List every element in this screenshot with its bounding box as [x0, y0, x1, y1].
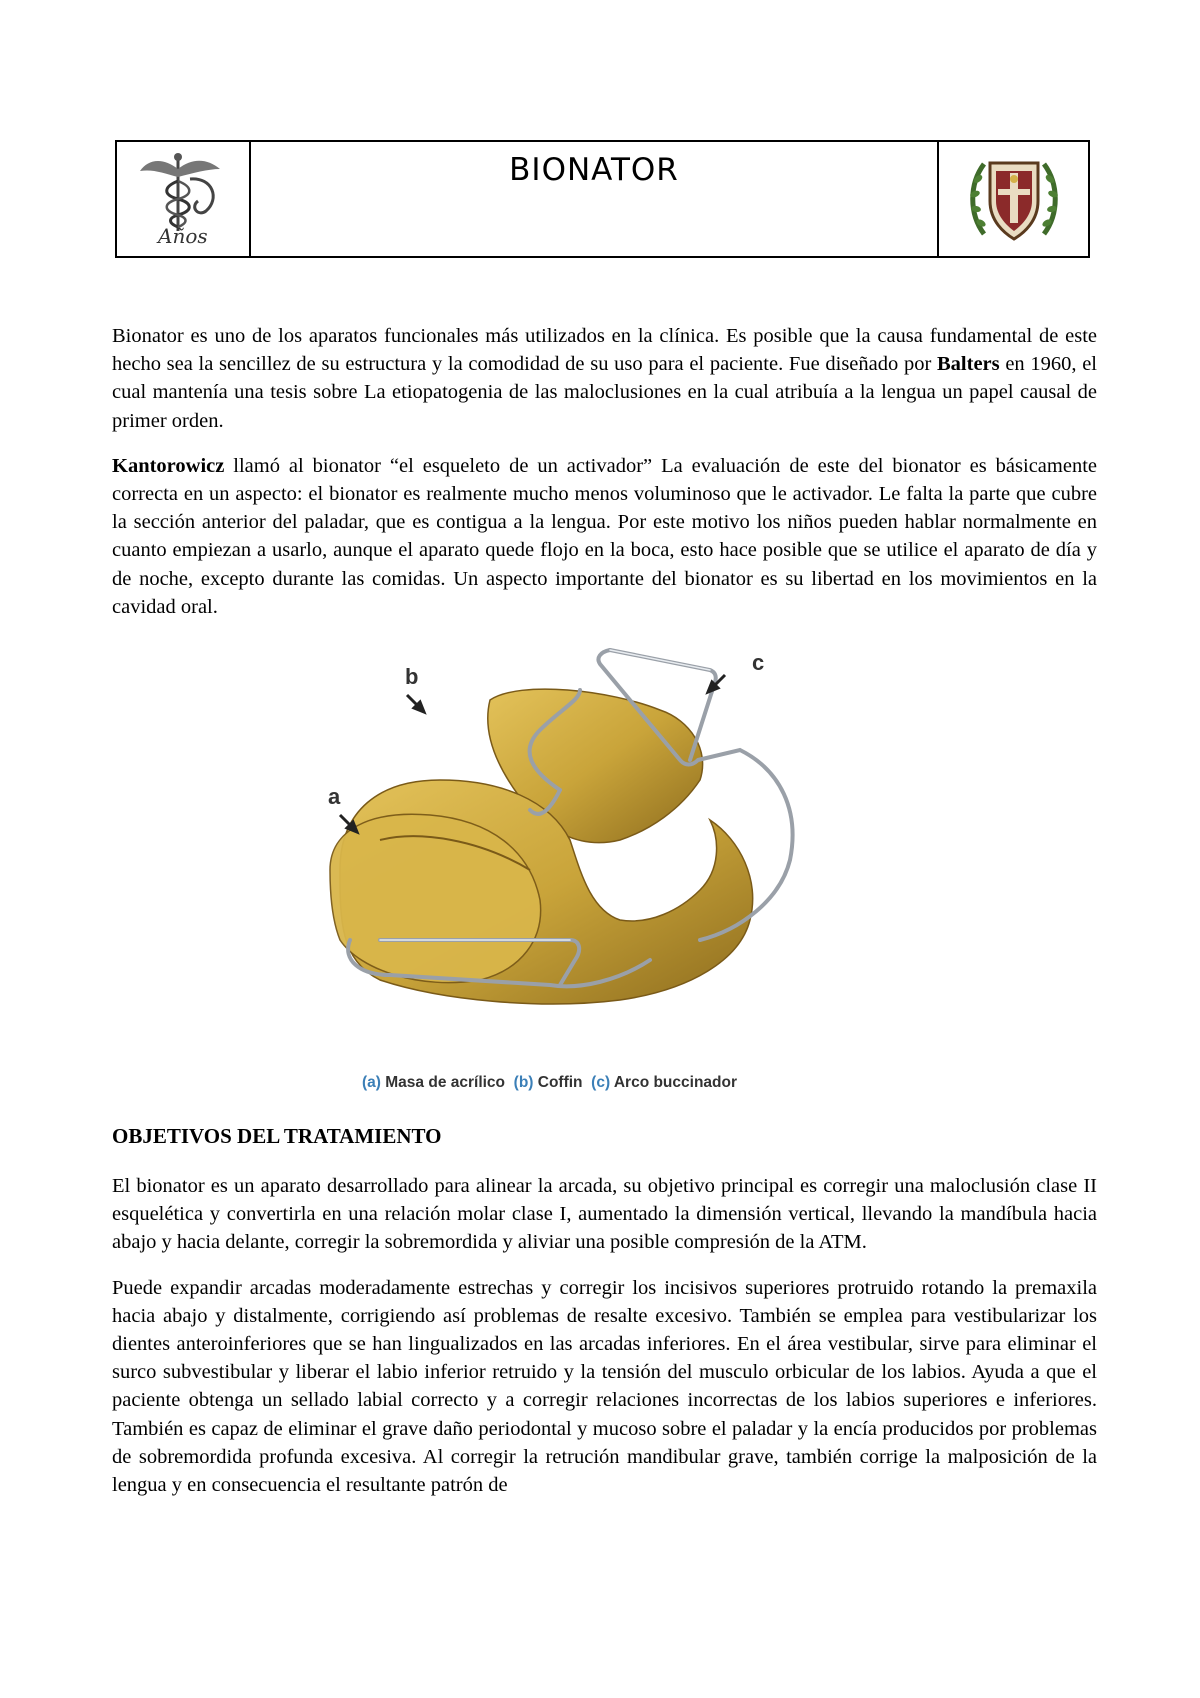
intro-p1-text-b: en 1960, el cual mantenía una tesis sobre La etiopatogenia de las maloclusiones en la cual atribuía a la lengua un papel causal de primer orden.: [112, 353, 1098, 432]
caption-key-b: (b): [513, 1074, 534, 1091]
figure-caption: [362, 1074, 737, 1092]
header-title-cell: [251, 142, 939, 256]
svg-text:Años: Años: [158, 224, 208, 248]
university-crest-icon: [964, 149, 1064, 249]
caption-key-a: (a): [362, 1074, 381, 1091]
intro-paragraph-2: [112, 452, 1097, 621]
bionator-figure: [320, 640, 840, 1100]
objectives-section: [112, 1172, 1097, 1516]
author-kantorowicz: Kantorowicz: [112, 454, 225, 477]
objectives-paragraph-2: Puede expandir arcadas moderadamente estrechas y corregir los incisivos superiores protruido rotando la premaxila hacia abajo y distalmente, corrigiendo así problemas de resalte excesivo. También se emplea para vestibularizar los dientes anteroinferiores que se han lingualizados en las arcadas inferiores. En el área vestibular, sirve para eliminar el surco subvestibular y liberar el labio inferior retruido y la tensión del musculo orbicular de los labios. Ayuda a que el paciente obtenga un sellado labial correcto y a corregir relaciones incorrectas de los labios superiores e inferiores. También es capaz de eliminar el grave daño periodontal y mucoso sobre el paladar y la encía producidos por problemas de sobremordida profunda excesiva. Al corregir la retrución mandibular grave, también corrige la malposición de la lengua y en consecuencia el resultante patrón de: [112, 1276, 1097, 1497]
objectives-paragraph-1: El bionator es un aparato desarrollado para alinear la arcada, su objetivo principal es corregir una maloclusión clase II esquelética y convertirla en una relación molar clase I, aumentado la dimensión vertical, llevando la mandíbula hacia abajo y hacia delante, corregir la sobremordida y aliviar una posible compresión de la ATM.: [112, 1175, 1097, 1254]
header-table: [115, 140, 1090, 258]
header-right-logo-cell: [939, 142, 1088, 256]
intro-section: [112, 322, 1097, 638]
figure-label-c: c: [752, 650, 765, 675]
bionator-appliance-image: [320, 640, 840, 1070]
document-title: BIONATOR: [509, 152, 679, 188]
caption-buccinator-arch: Arco buccinador: [613, 1074, 738, 1091]
figure-label-a: a: [328, 784, 341, 809]
header-left-logo-cell: [117, 142, 251, 256]
author-balters: Balters: [937, 353, 1000, 376]
intro-p1-text-a: Bionator es uno de los aparatos funcionales más utilizados en la clínica. Es posible que la causa fundamental de este hecho sea la sencillez de su estructura y la comodidad de su uso para el paciente. Fue diseñado por: [112, 325, 1097, 376]
figure-label-b: b: [405, 664, 419, 689]
caption-coffin: Coffin: [537, 1074, 583, 1091]
caption-acrylic-mass: Masa de acrílico: [385, 1074, 506, 1091]
caduceus-logo-icon: [128, 149, 238, 249]
objectives-heading: OBJETIVOS DEL TRATAMIENTO: [112, 1124, 442, 1148]
intro-paragraph-1: [112, 322, 1097, 435]
caption-key-c: (c): [591, 1074, 611, 1091]
intro-p2-text: llamó al bionator “el esqueleto de un activador” La evaluación de este del bionator es básicamente correcta en un aspecto: el bionator es realmente mucho menos voluminoso que le activador. Le falta la parte que cubre la sección anterior del paladar, que es contigua a la lengua. Por este motivo los niños pueden hablar normalmente en cuanto empiezan a usarlo, aunque el aparato quede flojo en la boca, esto hace posible que se utilice el aparato de día y de noche, excepto durante las comidas. Un aspecto importante del bionator es su libertad en los movimientos en la cavidad oral.: [112, 454, 1097, 618]
